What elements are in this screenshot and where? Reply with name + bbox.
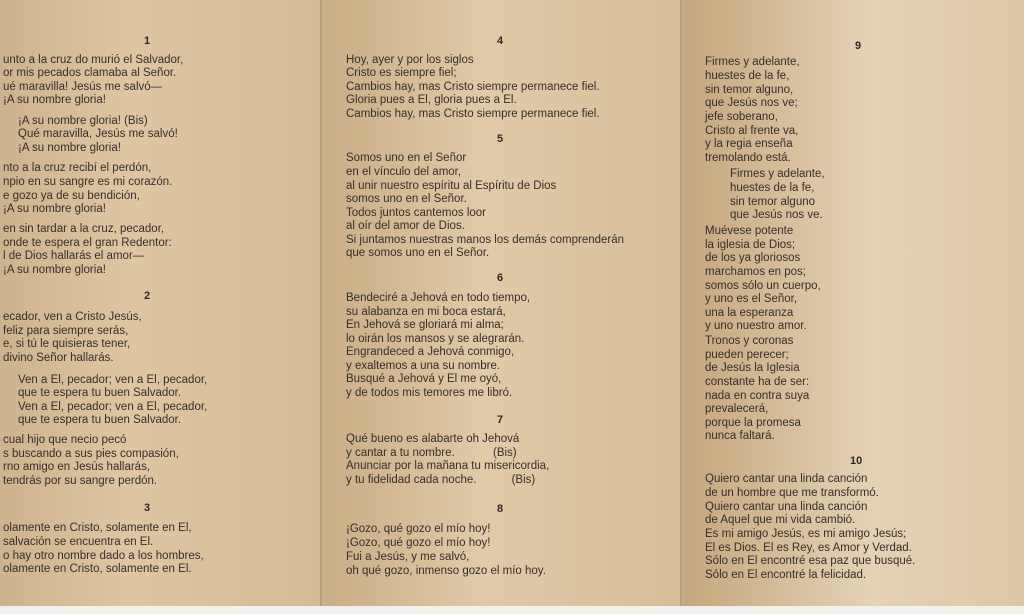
hymn-line: y exaltemos a una su nombre. — [346, 360, 501, 372]
hymn-line: en sin tardar a la cruz, pecador, — [3, 223, 165, 235]
hymn-number: 5 — [497, 133, 504, 145]
hymn-line: marchamos en pos; — [705, 266, 806, 278]
hymn-line: s buscando a sus pies compasión, — [3, 448, 179, 460]
hymn-line: ecador, ven a Cristo Jesús, — [3, 311, 142, 323]
hymn-line: Cristo es siempre fiel; — [346, 67, 457, 79]
hymn-line: de Aquel que mi vida cambió. — [705, 514, 856, 526]
hymn-line: y uno nuestro amor. — [705, 320, 807, 332]
hymn-line: o hay otro nombre dado a los hombres, — [3, 550, 204, 562]
hymn-line: somos sólo un cuerpo, — [705, 280, 821, 292]
hymn-line: onde te espera el gran Redentor: — [3, 237, 172, 249]
hymn-number: 4 — [497, 35, 504, 47]
hymn-number: 1 — [144, 35, 151, 47]
hymn-number: 9 — [855, 40, 862, 52]
hymn-line: que Jesús nos ve; — [705, 97, 798, 109]
hymn-line: Sólo en El encontré la felicidad. — [705, 569, 867, 581]
hymn-line: jefe soberano, — [705, 111, 778, 123]
hymn-line: huestes de la fe, — [730, 182, 815, 194]
hymn-line: Bendeciré a Jehová en todo tiempo, — [346, 292, 531, 304]
hymn-line: e, si tú le quisieras tener, — [3, 338, 131, 350]
hymn-line: que te espera tu buen Salvador. — [18, 387, 182, 399]
hymn-line: e gozo ya de su bendición, — [3, 190, 140, 202]
hymn-number: 10 — [850, 455, 863, 467]
hymn-line: Ven a El, pecador; ven a El, pecador, — [18, 401, 208, 413]
hymn-line: En Jehová se gloriará mi alma; — [346, 319, 504, 331]
hymn-line: ¡Gozo, qué gozo el mío hoy! — [346, 523, 491, 535]
hymn-number: 2 — [144, 290, 151, 302]
hymn-line: de los ya gloriosos — [705, 252, 801, 264]
hymn-number: 3 — [144, 502, 151, 514]
hymn-line: la iglesia de Dios; — [705, 239, 796, 251]
hymn-line: Qué bueno es alabarte oh Jehová — [346, 433, 520, 445]
hymn-number: 6 — [497, 272, 504, 284]
hymn-line: Ven a El, pecador; ven a El, pecador, — [18, 374, 208, 386]
hymn-line: al unir nuestro espíritu al Espíritu de Dios — [346, 180, 557, 192]
fold-crease — [320, 0, 324, 614]
hymn-line: y uno es el Señor, — [705, 293, 798, 305]
hymn-line: Engrandeced a Jehová conmigo, — [346, 346, 515, 358]
hymn-line: y de todos mis temores me libró. — [346, 387, 513, 399]
hymn-line: ¡A su nombre gloria! — [3, 94, 106, 106]
hymn-line: lo oirán los mansos y se alegrarán. — [346, 333, 525, 345]
hymn-line: que somos uno en el Señor. — [346, 247, 490, 259]
hymn-line: Qué maravilla, Jesús me salvó! — [18, 128, 178, 140]
hymn-line: Quiero cantar una linda canción — [705, 501, 868, 513]
hymn-line: porque la promesa — [705, 417, 801, 429]
hymn-line: ué maravilla! Jesús me salvó— — [3, 81, 163, 93]
hymn-line: y cantar a tu nombre. (Bis) — [346, 447, 517, 459]
hymn-line: una la esperanza — [705, 307, 794, 319]
hymn-line: que te espera tu buen Salvador. — [18, 414, 182, 426]
hymn-line: somos uno en el Señor. — [346, 193, 467, 205]
hymn-line: sin temor alguno — [730, 196, 816, 208]
hymn-line: en el vínculo del amor, — [346, 166, 462, 178]
hymn-line: Anunciar por la mañana tu misericordia, — [346, 460, 550, 472]
hymn-line: ¡A su nombre gloria! — [3, 264, 106, 276]
scan-background — [0, 606, 1024, 614]
hymn-line: salvación se encuentra en El. — [3, 536, 154, 548]
hymn-line: Busqué a Jehová y El me oyó, — [346, 373, 502, 385]
hymn-line: Muévese potente — [705, 225, 794, 237]
hymn-line: Es mi amigo Jesús, es mi amigo Jesús; — [705, 528, 907, 540]
hymn-line: tendrás por su sangre perdón. — [3, 475, 158, 487]
hymn-line: Si juntamos nuestras manos los demás comprenderán — [346, 234, 625, 246]
hymn-line: Sólo en El encontré esa paz que busqué. — [705, 555, 916, 567]
hymn-line: ¡Gozo, qué gozo el mío hoy! — [346, 537, 491, 549]
hymn-line: huestes de la fe, — [705, 70, 790, 82]
hymn-line: npio en su sangre es mi corazón. — [3, 176, 173, 188]
hymn-line: su alabanza en mi boca estará, — [346, 306, 506, 318]
hymn-line: Somos uno en el Señor — [346, 152, 467, 164]
hymn-line: oh qué gozo, inmenso gozo el mío hoy. — [346, 565, 546, 577]
hymn-line: al oír del amor de Dios. — [346, 220, 465, 232]
hymn-line: Firmes y adelante, — [705, 56, 800, 68]
hymn-line: Hoy, ayer y por los siglos — [346, 54, 474, 66]
hymn-line: Cristo al frente va, — [705, 125, 799, 137]
hymn-line: or mis pecados clamaba al Señor. — [3, 67, 177, 79]
hymn-line: y la regia enseña — [705, 138, 793, 150]
hymn-line: que Jesús nos ve. — [730, 209, 823, 221]
hymn-line: pueden perecer; — [705, 349, 789, 361]
hymn-line: feliz para siempre serás, — [3, 325, 129, 337]
hymn-line: nada en contra suya — [705, 390, 810, 402]
hymn-line: sin temor alguno, — [705, 84, 794, 96]
hymn-line: Cambios hay, mas Cristo siempre permanece fiel. — [346, 81, 600, 93]
hymn-line: constante ha de ser: — [705, 376, 810, 388]
hymn-line: olamente en Cristo, solamente en El. — [3, 563, 192, 575]
hymn-line: El es Dios. El es Rey, es Amor y Verdad. — [705, 542, 912, 554]
hymn-line: rno amigo en Jesús hallarás, — [3, 461, 151, 473]
hymn-line: de un hombre que me transformó. — [705, 487, 879, 499]
hymn-line: tremolando está. — [705, 152, 791, 164]
hymn-line: prevalecerá, — [705, 403, 769, 415]
hymn-number: 7 — [497, 414, 504, 426]
hymn-line: de Jesús la Iglesia — [705, 362, 800, 374]
hymn-line: Cambios hay, mas Cristo siempre permanece fiel. — [346, 108, 600, 120]
hymn-line: ¡A su nombre gloria! — [3, 203, 106, 215]
hymn-line: olamente en Cristo, solamente en El, — [3, 522, 192, 534]
hymn-line: Gloria pues a El, gloria pues a El. — [346, 94, 517, 106]
hymn-line: y tu fidelidad cada noche. (Bis) — [346, 474, 536, 486]
fold-crease — [680, 0, 684, 614]
hymn-line: cual hijo que necio pecó — [3, 434, 127, 446]
hymn-line: ¡A su nombre gloria! (Bis) — [18, 115, 148, 127]
hymn-line: ¡A su nombre gloria! — [18, 142, 121, 154]
hymn-line: l de Dios hallarás el amor— — [3, 250, 145, 262]
hymn-line: Fui a Jesús, y me salvó, — [346, 551, 470, 563]
hymn-line: Tronos y coronas — [705, 335, 794, 347]
hymn-number: 8 — [497, 503, 504, 515]
hymn-line: Todos juntos cantemos loor — [346, 207, 486, 219]
hymn-line: divino Señor hallarás. — [3, 352, 114, 364]
hymn-line: Firmes y adelante, — [730, 168, 825, 180]
hymn-line: unto a la cruz do murió el Salvador, — [3, 54, 184, 66]
hymn-line: nto a la cruz recibí el perdón, — [3, 162, 152, 174]
hymn-line: nunca faltará. — [705, 430, 775, 442]
hymn-line: Quiero cantar una linda canción — [705, 473, 868, 485]
